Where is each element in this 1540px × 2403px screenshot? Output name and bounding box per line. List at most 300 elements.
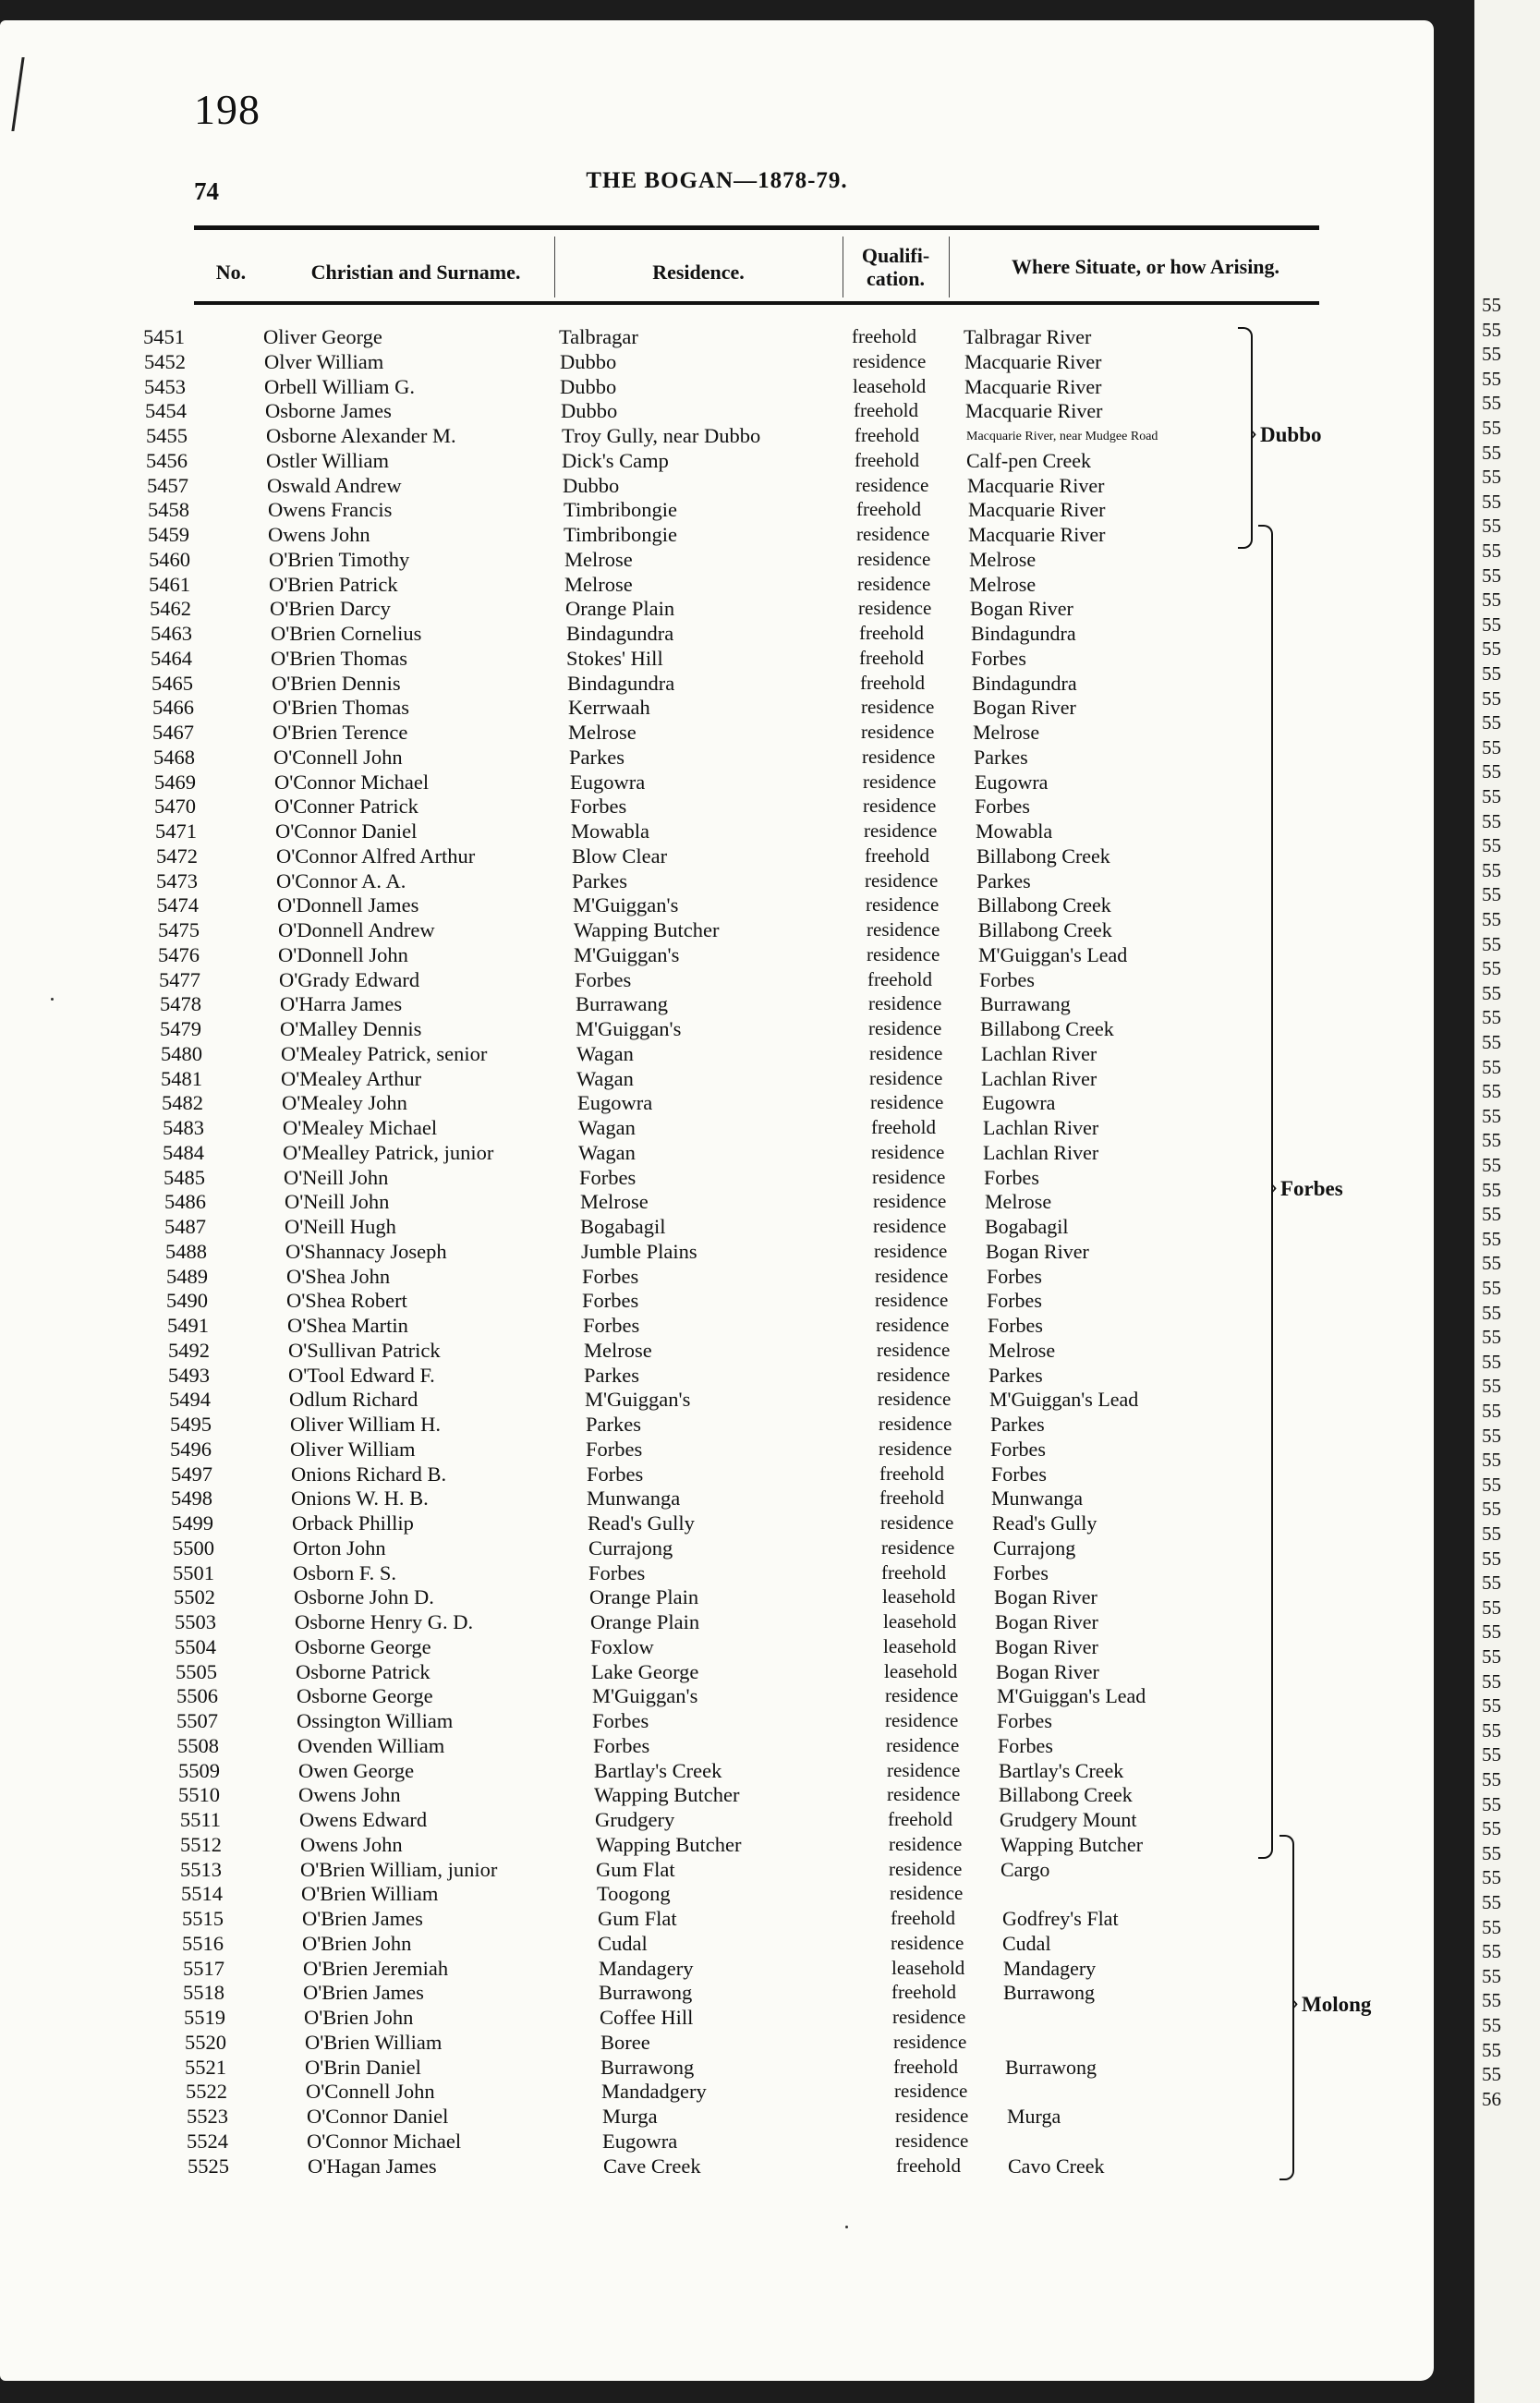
entry-number: 5487 — [164, 1215, 206, 1238]
adjacent-page-number: 55 — [1482, 1645, 1501, 1668]
entry-where-situate: Bogan River — [970, 597, 1073, 621]
table-row — [0, 498, 1434, 523]
entry-where-situate: Forbes — [971, 646, 1026, 670]
entry-qualification: residence — [861, 696, 935, 719]
adjacent-page-number: 55 — [1482, 1669, 1501, 1693]
table-row — [0, 795, 1434, 819]
entry-name: O'Brien William, junior — [300, 1857, 498, 1881]
table-row — [0, 1364, 1434, 1389]
table-row — [0, 325, 1434, 350]
adjacent-page-number: 55 — [1482, 343, 1501, 366]
entry-qualification: residence — [889, 1832, 963, 1855]
adjacent-page-number: 55 — [1482, 1006, 1501, 1029]
margin-mark — [11, 57, 24, 131]
adjacent-page-number: 55 — [1482, 735, 1501, 759]
entry-number: 5491 — [167, 1314, 209, 1337]
adjacent-page-number: 55 — [1482, 1375, 1501, 1398]
entry-name: O'Brien Thomas — [271, 646, 407, 670]
entry-number: 5458 — [148, 498, 189, 522]
entry-residence: Bindagundra — [566, 622, 674, 645]
bracket-point: › — [1291, 1990, 1299, 2015]
entry-name: Onions Richard B. — [291, 1462, 447, 1486]
entry-number: 5497 — [171, 1462, 212, 1486]
entry-qualification: residence — [869, 1041, 943, 1064]
entry-qualification: residence — [864, 819, 938, 842]
entry-number: 5494 — [169, 1388, 211, 1412]
table-row — [0, 1734, 1434, 1759]
table-row — [0, 1709, 1434, 1734]
entry-number: 5469 — [154, 770, 196, 794]
adjacent-page-edge — [1474, 0, 1540, 2403]
bracket-point: › — [1250, 421, 1257, 445]
entry-qualification: freehold — [879, 1462, 944, 1485]
table-row — [0, 1017, 1434, 1042]
table-row — [0, 1536, 1434, 1561]
entry-where-situate: Bogan River — [994, 1585, 1097, 1609]
entry-residence: Burrawong — [599, 1981, 693, 2005]
entry-qualification: leasehold — [882, 1585, 956, 1608]
entry-number: 5480 — [161, 1041, 202, 1065]
entry-residence: Cudal — [598, 1931, 648, 1955]
entry-where-situate: Macquarie River — [964, 374, 1102, 398]
entry-where-situate: Forbes — [998, 1733, 1053, 1757]
entry-qualification: residence — [887, 1783, 961, 1806]
district-label: Forbes — [1280, 1176, 1343, 1200]
entry-number: 5495 — [170, 1413, 212, 1436]
table-row — [0, 1957, 1434, 1982]
entry-qualification: residence — [861, 721, 935, 743]
entry-qualification: residence — [855, 473, 929, 496]
adjacent-page-number: 55 — [1482, 760, 1501, 783]
adjacent-page-number: 55 — [1482, 1940, 1501, 1963]
entry-residence: Orange Plain — [590, 1610, 700, 1633]
adjacent-page-number: 55 — [1482, 417, 1501, 439]
adjacent-page-number: 55 — [1482, 1449, 1501, 1472]
bracket-point: › — [1270, 1174, 1278, 1199]
entry-where-situate: Bogan River — [986, 1239, 1089, 1263]
entry-name: Osborne Patrick — [296, 1659, 430, 1683]
entry-qualification: residence — [879, 1413, 952, 1435]
table-row — [0, 1635, 1434, 1660]
adjacent-page-number: 55 — [1482, 1841, 1501, 1864]
entry-qualification: residence — [881, 1535, 955, 1559]
entry-number: 5521 — [185, 2055, 226, 2079]
table-row — [0, 893, 1434, 918]
adjacent-page-number: 55 — [1482, 785, 1501, 807]
entry-number: 5498 — [171, 1487, 212, 1511]
entry-name: O'Connor Michael — [307, 2129, 462, 2153]
entry-qualification: residence — [868, 1017, 942, 1039]
adjacent-page-number: 55 — [1482, 1424, 1501, 1447]
adjacent-page-number: 55 — [1482, 1277, 1501, 1299]
adjacent-page-number: 55 — [1482, 662, 1501, 685]
table-row — [0, 968, 1434, 993]
entry-where-situate: Forbes — [990, 1437, 1046, 1461]
entry-residence: M'Guiggan's — [592, 1684, 698, 1708]
entry-qualification: residence — [853, 349, 927, 372]
entry-where-situate: Parkes — [974, 745, 1028, 769]
entry-residence: Forbes — [583, 1314, 640, 1337]
adjacent-page-number: 55 — [1482, 1964, 1501, 1987]
entry-number: 5512 — [180, 1832, 222, 1856]
entry-residence: Foxlow — [590, 1634, 654, 1658]
entry-qualification: leasehold — [853, 374, 927, 397]
entry-where-situate: Forbes — [993, 1560, 1049, 1584]
entry-number: 5455 — [146, 424, 188, 447]
entry-name: O'Shannacy Joseph — [285, 1239, 447, 1263]
entry-qualification: freehold — [855, 424, 919, 446]
entry-qualification: freehold — [888, 1808, 952, 1830]
entry-number: 5471 — [155, 819, 197, 843]
entry-name: O'Brien Darcy — [270, 597, 391, 621]
entry-residence: Bartlay's Creek — [594, 1758, 722, 1782]
table-row — [0, 1487, 1434, 1511]
adjacent-page-number: 55 — [1482, 1620, 1501, 1644]
entry-where-situate: Parkes — [976, 868, 1031, 892]
entry-qualification: freehold — [855, 448, 919, 471]
entry-name: Ovenden William — [297, 1733, 445, 1757]
entry-where-situate: Cavo Creek — [1008, 2154, 1105, 2178]
entry-where-situate: Forbes — [997, 1709, 1052, 1732]
adjacent-page-number: 55 — [1482, 1866, 1501, 1889]
entry-where-situate: Murga — [1007, 2105, 1061, 2128]
entry-residence: Lake George — [591, 1659, 699, 1683]
entry-qualification: residence — [893, 2030, 967, 2053]
entry-residence: Mowabla — [571, 819, 649, 843]
entry-where-situate: Bogan River — [996, 1659, 1099, 1683]
adjacent-page-number: 55 — [1482, 1718, 1501, 1742]
entry-residence: Forbes — [593, 1733, 650, 1757]
entry-where-situate: Lachlan River — [983, 1140, 1099, 1164]
table-row — [0, 1116, 1434, 1141]
entry-residence: Coffee Hill — [600, 2006, 694, 2029]
table-row — [0, 992, 1434, 1017]
entry-residence: Gum Flat — [598, 1907, 677, 1930]
adjacent-page-number: 55 — [1482, 1792, 1501, 1815]
folio-number: 74 — [194, 177, 219, 205]
adjacent-page-number: 55 — [1482, 1817, 1501, 1840]
table-row — [0, 1932, 1434, 1957]
entry-qualification: residence — [890, 1882, 964, 1905]
entry-number: 5463 — [151, 622, 192, 645]
header-qualification-line2: cation. — [867, 267, 925, 290]
entry-residence: Parkes — [586, 1413, 641, 1436]
entry-name: Owens Edward — [299, 1808, 428, 1831]
entry-name: O'Shea Martin — [287, 1314, 408, 1337]
table-row — [0, 1240, 1434, 1265]
adjacent-page-number: 55 — [1482, 1031, 1501, 1053]
entry-name: O'Donnell James — [277, 893, 419, 917]
entry-where-situate: M'Guiggan's Lead — [997, 1684, 1146, 1708]
entry-qualification: residence — [867, 942, 940, 965]
entry-name: O'Connor Daniel — [307, 2105, 449, 2128]
entry-qualification: residence — [889, 1857, 963, 1880]
table-row — [0, 1511, 1434, 1536]
entry-qualification: residence — [869, 1066, 943, 1089]
adjacent-page-number: 55 — [1482, 2063, 1501, 2086]
entry-where-situate: Melrose — [985, 1190, 1052, 1214]
entry-residence: Bindagundra — [567, 671, 675, 695]
table-row — [0, 2154, 1434, 2179]
table-row — [0, 1858, 1434, 1883]
adjacent-page-number: 55 — [1482, 540, 1501, 562]
entry-number: 5518 — [183, 1981, 224, 2005]
entry-name: Oswald Andrew — [267, 473, 402, 497]
entry-where-situate: Munwanga — [991, 1487, 1083, 1511]
table-row — [0, 771, 1434, 795]
document-page — [0, 20, 1434, 2381]
entry-qualification: freehold — [865, 843, 929, 867]
adjacent-page-number: 55 — [1482, 318, 1501, 341]
header-residence: Residence. — [652, 261, 745, 284]
adjacent-page-number: 55 — [1482, 1154, 1501, 1176]
entry-number: 5499 — [172, 1511, 213, 1535]
entry-where-situate: Billabong Creek — [978, 918, 1112, 941]
entry-number: 5459 — [148, 523, 189, 546]
entry-number: 5496 — [170, 1437, 212, 1461]
entry-name: Owens John — [298, 1783, 401, 1807]
entry-name: Osborn F. S. — [293, 1560, 396, 1584]
entry-number: 5451 — [143, 325, 185, 348]
entry-name: O'Brien James — [302, 1907, 423, 1930]
entry-qualification: residence — [873, 1190, 947, 1213]
adjacent-page-number: 55 — [1482, 1743, 1501, 1766]
entry-number: 5481 — [161, 1066, 202, 1090]
table-row — [0, 350, 1434, 375]
entry-number: 5474 — [157, 893, 199, 917]
entry-number: 5482 — [162, 1091, 203, 1115]
entry-name: Oliver William H. — [290, 1413, 442, 1436]
entry-qualification: freehold — [891, 1981, 956, 2004]
entry-where-situate: Burrawong — [1005, 2055, 1097, 2079]
entry-residence: Wagan — [576, 1066, 634, 1090]
entry-name: O'Grady Edward — [279, 967, 420, 991]
page-title: THE BOGAN—1878-79. — [586, 168, 848, 193]
entry-qualification: freehold — [859, 622, 924, 644]
entry-name: O'Shea Robert — [286, 1289, 407, 1313]
entry-where-situate: Melrose — [988, 1338, 1056, 1362]
entry-qualification: residence — [885, 1684, 959, 1707]
entry-name: Osborne James — [265, 399, 392, 423]
entry-where-situate: M'Guiggan's Lead — [978, 942, 1128, 966]
table-row — [0, 1265, 1434, 1290]
table-row — [0, 1684, 1434, 1709]
entry-where-situate: Macquarie River — [968, 498, 1106, 522]
adjacent-page-number: 55 — [1482, 1350, 1501, 1373]
entry-name: O'Mealey Michael — [283, 1116, 438, 1139]
entry-name: O'Mealey Arthur — [281, 1066, 422, 1090]
entry-residence: Kerrwaah — [568, 696, 650, 720]
entry-qualification: residence — [858, 597, 932, 620]
entry-name: Orton John — [293, 1535, 386, 1560]
entry-name: O'Neill John — [284, 1165, 389, 1189]
entry-residence: Forbes — [582, 1264, 639, 1288]
entry-name: Odlum Richard — [289, 1388, 418, 1412]
adjacent-page-number: 55 — [1482, 1252, 1501, 1275]
adjacent-page-number: 55 — [1482, 1596, 1501, 1619]
entry-name: O'Connor Michael — [274, 770, 430, 794]
adjacent-page-number: 55 — [1482, 1055, 1501, 1078]
adjacent-page-number: 55 — [1482, 392, 1501, 415]
district-label: Dubbo — [1260, 423, 1322, 446]
entry-number: 5515 — [182, 1907, 224, 1930]
table-row — [0, 869, 1434, 894]
entry-where-situate: Forbes — [975, 795, 1030, 819]
entry-name: O'Brien William — [305, 2030, 443, 2054]
entry-number: 5483 — [163, 1116, 204, 1139]
table-row — [0, 1833, 1434, 1858]
entry-where-situate: Forbes — [988, 1314, 1043, 1337]
entry-number: 5484 — [163, 1140, 204, 1164]
entry-name: O'Brien Patrick — [269, 572, 398, 596]
table-row — [0, 2105, 1434, 2130]
entry-residence: Dubbo — [563, 473, 620, 497]
entry-where-situate: Forbes — [987, 1289, 1042, 1313]
entry-residence: Eugowra — [577, 1091, 653, 1115]
adjacent-page-number: 55 — [1482, 1547, 1501, 1570]
entry-residence: Dick's Camp — [562, 448, 669, 472]
table-row — [0, 1166, 1434, 1191]
entry-number: 5503 — [175, 1610, 216, 1633]
table-row — [0, 647, 1434, 672]
adjacent-page-number: 55 — [1482, 1891, 1501, 1913]
entry-residence: Parkes — [569, 745, 624, 769]
entry-number: 5478 — [160, 992, 201, 1016]
entry-qualification: residence — [875, 1264, 949, 1287]
entry-residence: Burrawang — [576, 992, 668, 1016]
entry-qualification: residence — [870, 1091, 944, 1114]
entry-residence: M'Guiggan's — [574, 942, 680, 966]
entry-where-situate: Godfrey's Flat — [1002, 1907, 1119, 1930]
table-row — [0, 844, 1434, 869]
entry-qualification: residence — [895, 2105, 969, 2127]
entry-where-situate: Bogan River — [973, 696, 1076, 720]
entry-number: 5488 — [165, 1239, 207, 1263]
entry-name: Ossington William — [297, 1709, 454, 1732]
entry-where-situate: Forbes — [979, 967, 1035, 991]
entry-qualification: freehold — [893, 2055, 958, 2078]
entry-where-situate: Parkes — [990, 1413, 1045, 1436]
entry-qualification: freehold — [881, 1560, 946, 1584]
entry-number: 5486 — [164, 1190, 206, 1214]
table-row — [0, 1091, 1434, 1116]
entry-where-situate: Mowabla — [976, 819, 1053, 843]
entry-residence: Forbes — [587, 1462, 644, 1486]
header-no: No. — [215, 261, 247, 284]
table-row — [0, 2130, 1434, 2154]
adjacent-page-number: 55 — [1482, 1178, 1501, 1201]
adjacent-page-number: 56 — [1482, 2087, 1501, 2110]
entry-residence: Toogong — [597, 1882, 671, 1906]
entry-number: 5477 — [159, 967, 200, 991]
entry-name: O'Mealley Patrick, junior — [283, 1140, 494, 1164]
entry-number: 5519 — [184, 2006, 225, 2029]
adjacent-page-number: 55 — [1482, 908, 1501, 930]
entry-residence: Jumble Plains — [581, 1239, 697, 1263]
entry-qualification: residence — [875, 1289, 949, 1312]
entry-number: 5508 — [177, 1733, 219, 1757]
adjacent-page-number: 55 — [1482, 1400, 1501, 1422]
table-row — [0, 1289, 1434, 1314]
page-number: 198 — [194, 86, 261, 133]
entry-name: O'Connor A. A. — [276, 868, 406, 892]
table-row — [0, 1808, 1434, 1833]
entry-residence: Eugowra — [570, 770, 646, 794]
table-row — [0, 943, 1434, 968]
entry-number: 5493 — [168, 1363, 210, 1387]
entry-residence: M'Guiggan's — [573, 893, 679, 917]
entry-qualification: residence — [857, 572, 931, 595]
entry-where-situate: Macquarie River — [965, 399, 1103, 423]
entry-qualification: residence — [862, 745, 936, 768]
table-row — [0, 1585, 1434, 1610]
entry-number: 5502 — [174, 1585, 215, 1609]
entry-residence: Munwanga — [587, 1487, 681, 1511]
ink-speck — [51, 998, 54, 1001]
entry-where-situate: Wapping Butcher — [1000, 1832, 1144, 1856]
entry-name: Owens John — [268, 523, 370, 546]
entry-qualification: freehold — [859, 646, 924, 669]
table-row — [0, 1067, 1434, 1092]
entry-name: Ostler William — [266, 448, 390, 472]
entry-name: O'Brien Timothy — [269, 547, 410, 571]
entry-qualification: leasehold — [883, 1610, 957, 1632]
entry-where-situate: Macquarie River — [968, 523, 1106, 546]
entry-qualification: residence — [894, 2080, 968, 2103]
adjacent-page-number: 55 — [1482, 515, 1501, 538]
entry-residence: Forbes — [588, 1560, 646, 1584]
entry-name: Owen George — [298, 1758, 415, 1782]
adjacent-page-number: 55 — [1482, 932, 1501, 955]
table-row — [0, 1141, 1434, 1166]
entry-qualification: freehold — [879, 1487, 944, 1510]
entry-where-situate: Bindagundra — [972, 671, 1077, 695]
entry-residence: Forbes — [575, 967, 632, 991]
table-row — [0, 696, 1434, 721]
entry-name: Osborne John D. — [294, 1585, 434, 1609]
entry-residence: Blow Clear — [572, 843, 668, 868]
entry-name: O'Malley Dennis — [280, 1017, 422, 1040]
entry-where-situate: Burrawang — [980, 992, 1071, 1016]
table-row — [0, 449, 1434, 474]
entry-qualification: residence — [879, 1437, 952, 1460]
entry-name: O'Connell John — [306, 2080, 435, 2104]
entry-residence: M'Guiggan's — [576, 1017, 682, 1040]
entry-qualification: residence — [876, 1314, 950, 1336]
entry-name: Owens Francis — [268, 498, 393, 522]
district-label: Molong — [1302, 1992, 1372, 2016]
entry-qualification: freehold — [856, 498, 921, 521]
entry-residence: Melrose — [564, 572, 633, 596]
adjacent-page-number: 55 — [1482, 1227, 1501, 1250]
entry-number: 5468 — [153, 745, 195, 769]
adjacent-page-number: 55 — [1482, 490, 1501, 513]
entry-residence: Dubbo — [560, 349, 617, 373]
entry-name: Olver William — [264, 349, 384, 373]
entry-where-situate: Macquarie River — [967, 473, 1105, 497]
entry-residence: Timbribongie — [564, 523, 677, 546]
entry-qualification: residence — [856, 523, 930, 545]
entry-where-situate: Eugowra — [975, 770, 1049, 794]
entry-name: Oliver George — [263, 325, 382, 348]
entry-where-situate: Burrawong — [1003, 1981, 1095, 2005]
entry-residence: Parkes — [584, 1363, 639, 1387]
table-row — [0, 2006, 1434, 2031]
entry-name: O'Shea John — [286, 1264, 391, 1288]
table-row — [0, 1882, 1434, 1907]
entry-name: O'Conner Patrick — [274, 795, 418, 819]
entry-name: O'Donnell Andrew — [278, 918, 435, 941]
